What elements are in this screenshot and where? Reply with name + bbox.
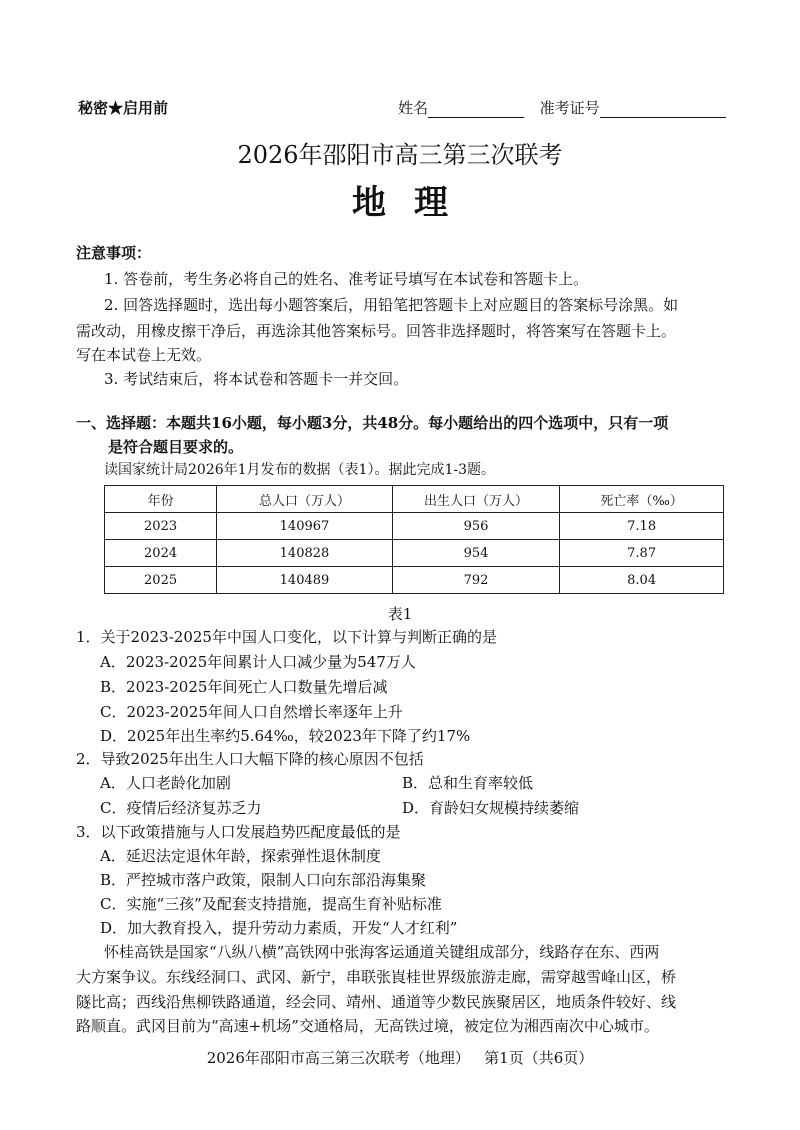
passage-line: 路顺直。武冈目前为“高速+机场”交通格局，无高铁过境，被定位为湘西南次中心城市。 bbox=[76, 1017, 659, 1035]
table-cell: 956 bbox=[392, 513, 559, 540]
exam-number-label: 准考证号 bbox=[539, 99, 600, 117]
section-title: 一、选择题：本题共16小题，每小题3分，共48分。每小题给出的四个选项中，只有一项 bbox=[76, 414, 669, 432]
name-label: 姓名 bbox=[398, 99, 429, 117]
header-cell-year: 年份 bbox=[105, 486, 217, 513]
table-row bbox=[105, 540, 724, 567]
exam-number-blank bbox=[600, 101, 726, 118]
name-blank bbox=[428, 101, 524, 118]
notice-line: 3. 考试结束后，将本试卷和答题卡一并交回。 bbox=[104, 370, 409, 388]
question-3-option-a: A．延迟法定退休年龄，探索弹性退休制度 bbox=[100, 847, 381, 865]
table-caption: 表1 bbox=[387, 605, 413, 623]
question-2-option-d: D．育龄妇女规模持续萎缩 bbox=[402, 799, 580, 817]
question-2-option-c: C．疫情后经济复苏乏力 bbox=[100, 799, 262, 817]
passage-line: 隧比高；西线沿焦柳铁路通道，经会同、靖州、通道等少数民族聚居区，地质条件较好、线 bbox=[76, 993, 677, 1011]
notice-line: 写在本试卷上无效。 bbox=[76, 346, 212, 364]
question-stem-2: 2．导致2025年出生人口大幅下降的核心原因不包括 bbox=[76, 750, 424, 768]
table-cell: 7.18 bbox=[560, 513, 724, 540]
population-table bbox=[104, 485, 724, 594]
header-cell-births: 出生人口（万人） bbox=[392, 486, 559, 513]
passage-line: 怀桂高铁是国家“八纵八横”高铁网中张海客运通道关键组成部分，线路存在东、西两 bbox=[104, 943, 660, 961]
question-3-option-b: B．严控城市落户政策，限制人口向东部沿海集聚 bbox=[100, 871, 427, 889]
question-2-option-a: A．人口老龄化加剧 bbox=[100, 774, 231, 792]
notice-heading: 注意事项： bbox=[76, 244, 152, 262]
page-footer: 2026年邵阳市高三第三次联考（地理） 第1页（共6页） bbox=[206, 1049, 594, 1067]
notice-line: 需改动，用橡皮擦干净后，再选涂其他答案标号。回答非选择题时，将答案写在答题卡上。 bbox=[76, 322, 677, 340]
table-cell: 7.87 bbox=[560, 540, 724, 567]
name-field bbox=[398, 97, 726, 118]
header-cell-population: 总人口（万人） bbox=[217, 486, 393, 513]
passage-line: 大方案争议。东线经洞口、武冈、新宁，串联张崀桂世界级旅游走廊，需穿越雪峰山区，桥 bbox=[76, 968, 677, 986]
question-1-option-b: B．2023-2025年间死亡人口数量先增后减 bbox=[100, 678, 388, 696]
table-row bbox=[105, 513, 724, 540]
table-row bbox=[105, 567, 724, 594]
notice-line: 2. 回答选择题时，选出每小题答案后，用铅笔把答题卡上对应题目的答案标号涂黑。如 bbox=[104, 296, 679, 314]
question-3-option-d: D．加大教育投入，提升劳动力素质，开发“人才红利” bbox=[100, 919, 458, 937]
question-2-option-b: B．总和生育率较低 bbox=[402, 774, 534, 792]
question-stem-1: 1．关于2023-2025年中国人口变化，以下计算与判断正确的是 bbox=[76, 628, 497, 646]
question-1-option-c: C．2023-2025年间人口自然增长率逐年上升 bbox=[100, 703, 403, 721]
table-cell: 2023 bbox=[105, 513, 217, 540]
table-cell: 140967 bbox=[217, 513, 393, 540]
table-cell: 2024 bbox=[105, 540, 217, 567]
section-title-cont: 是符合题目要求的。 bbox=[108, 438, 244, 456]
table-cell: 8.04 bbox=[560, 567, 724, 594]
confidential-label: 秘密★启用前 bbox=[78, 99, 169, 117]
exam-title: 2026年邵阳市高三第三次联考 bbox=[237, 141, 563, 169]
question-stem-3: 3．以下政策措施与人口发展趋势匹配度最低的是 bbox=[76, 823, 401, 841]
table-cell: 140828 bbox=[217, 540, 393, 567]
header-cell-death-rate: 死亡率（‰） bbox=[560, 486, 724, 513]
question-1-option-d: D．2025年出生率约5.64‰，较2023年下降了约17% bbox=[100, 727, 471, 745]
table-cell: 2025 bbox=[105, 567, 217, 594]
question-1-option-a: A．2023-2025年间累计人口减少量为547万人 bbox=[100, 653, 416, 671]
table-cell: 140489 bbox=[217, 567, 393, 594]
table-cell: 792 bbox=[392, 567, 559, 594]
table-cell: 954 bbox=[392, 540, 559, 567]
question-3-option-c: C．实施“三孩”及配套支持措施，提高生育补贴标准 bbox=[100, 895, 442, 913]
table-header-row bbox=[105, 486, 724, 513]
notice-line: 1. 答卷前，考生务必将自己的姓名、准考证号填写在本试卷和答题卡上。 bbox=[104, 270, 589, 288]
table-intro: 读国家统计局2026年1月发布的数据（表1）。据此完成1-3题。 bbox=[104, 462, 495, 478]
subject-title: 地理 bbox=[352, 183, 476, 223]
